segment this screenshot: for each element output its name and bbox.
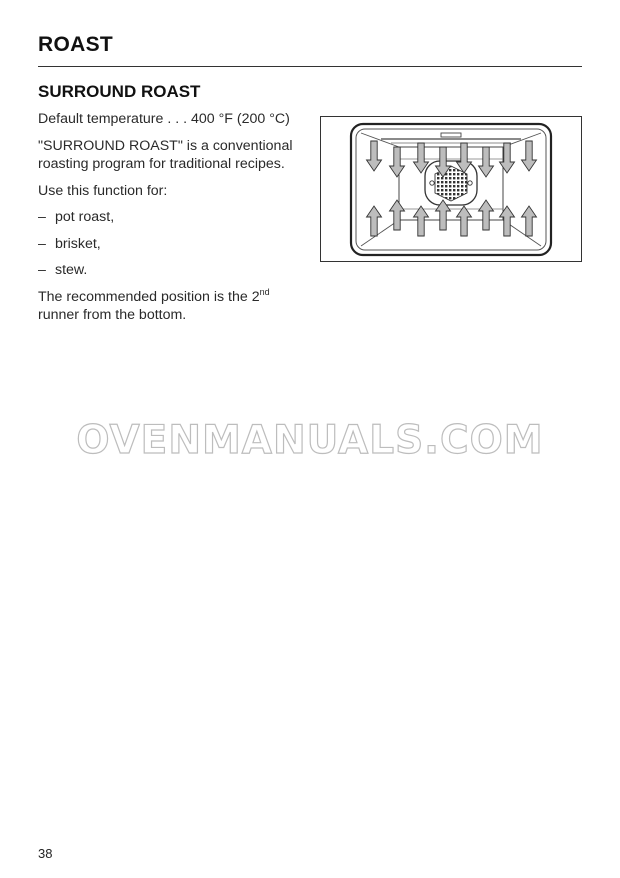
function-description: "SURROUND ROAST" is a conventional roasting program for traditional recipes. [38, 137, 293, 172]
use-for-intro: Use this function for: [38, 182, 168, 199]
list-dash: – [38, 262, 46, 278]
section-heading: SURROUND ROAST [38, 82, 201, 101]
watermark: OVENMANUALS.COM [76, 418, 544, 463]
body-text [38, 110, 308, 333]
page-number: 38 [38, 846, 53, 861]
list-item [38, 208, 308, 227]
page-title: ROAST [38, 33, 113, 56]
list-item-text: stew. [55, 262, 88, 278]
recommendation-ordinal: nd [259, 286, 270, 297]
title-divider [38, 66, 582, 67]
list-item [38, 261, 308, 280]
list-item-text: brisket, [55, 235, 101, 252]
recommendation-text: The recommended position is the 2 [38, 288, 260, 305]
oven-airflow-icon [321, 117, 581, 261]
recommended-position [38, 288, 308, 325]
list-dash: – [38, 235, 46, 252]
uses-list [38, 208, 308, 280]
oven-airflow-diagram [320, 116, 582, 262]
list-dash: – [38, 209, 46, 225]
list-item [38, 235, 308, 254]
default-temperature: Default temperature . . . 400 °F (200 °C) [38, 111, 290, 127]
list-item-text: pot roast, [55, 209, 115, 225]
recommendation-text-end: runner from the bottom. [38, 307, 187, 323]
